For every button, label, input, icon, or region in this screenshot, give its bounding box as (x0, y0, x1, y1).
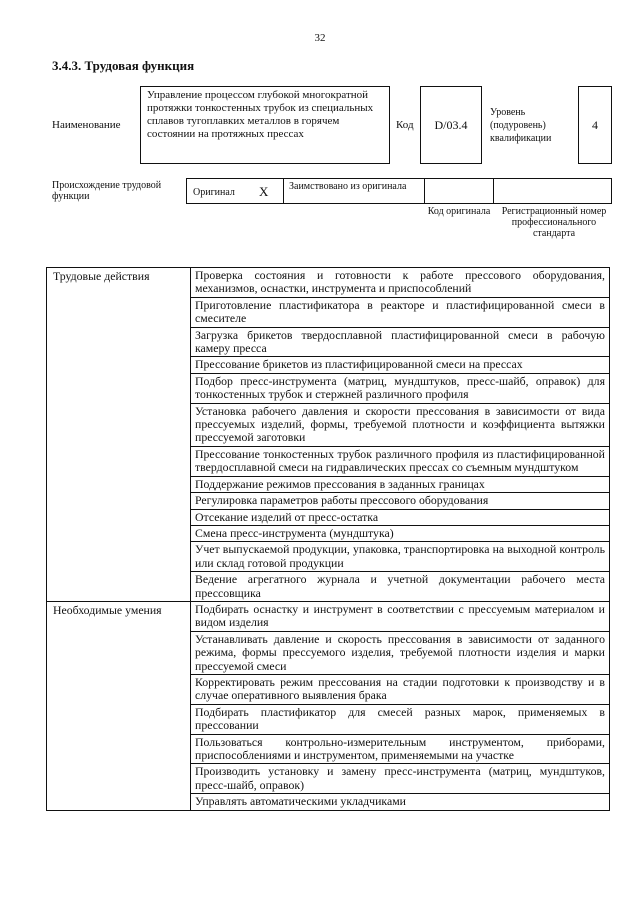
original-label: Оригинал (193, 187, 235, 198)
code-label: Код (396, 119, 414, 131)
borrowed-label: Заимствовано из оригинала (289, 181, 407, 192)
code-value: D/03.4 (434, 117, 468, 132)
table-cell: Управлять автоматическими укладчиками (191, 794, 610, 810)
table-cell: Прессование тонкостенных трубок различного профиля из пластифицированной твердосплавной смеси на гидравлических прессах со съемным мундштуком (191, 446, 610, 476)
table-cell: Регулировка параметров работы прессового оборудования (191, 493, 610, 509)
table-cell: Поддержание режимов прессования в заданных границах (191, 476, 610, 492)
reg-number-caption: Регистрационный номер профессионального стандарта (501, 206, 607, 239)
table-cell: Смена пресс-инструмента (мундштука) (191, 525, 610, 541)
code-original-cell (424, 178, 494, 204)
table-cell: Подбор пресс-инструмента (матриц, мундштуков, пресс-шайб, оправок) для тонкостенных трубок и стержней различного профиля (191, 373, 610, 403)
code-original-caption: Код оригинала (427, 206, 491, 217)
function-name-value: Управление процессом глубокой многократной протяжки тонкостенных трубок из специальных сплавов тугоплавких металлов в горячем состоянии на протяжных прессах (147, 89, 374, 140)
table-row (47, 268, 610, 298)
table-cell: Подбирать пластификатор для смесей разных марок, применяемых в прессовании (191, 704, 610, 734)
borrowed-cell (283, 178, 425, 204)
reg-number-cell (493, 178, 612, 204)
origin-row (186, 178, 612, 204)
function-name-box (140, 86, 390, 164)
level-label: Уровень (подуровень) квалификации (490, 107, 552, 144)
table-cell: Загрузка брикетов твердосплавной пластифицированной смеси в рабочую камеру пресса (191, 327, 610, 357)
table-cell: Подбирать оснастку и инструмент в соответствии с прессуемым материалом и видом изделия (191, 601, 610, 631)
original-mark: X (259, 184, 269, 199)
level-value: 4 (592, 117, 598, 132)
table-row (47, 601, 610, 631)
table-cell: Учет выпускаемой продукции, упаковка, транспортировка на выходной контроль или склад готовой продукции (191, 542, 610, 572)
name-label: Наименование (52, 119, 121, 131)
table-cell: Отсекание изделий от пресс-остатка (191, 509, 610, 525)
code-box (420, 86, 482, 164)
page-number: 32 (314, 32, 326, 44)
table-cell: Ведение агрегатного журнала и учетной документации рабочего места прессовщика (191, 572, 610, 602)
table-cell: Прессование брикетов из пластифицированной смеси на прессах (191, 357, 610, 373)
section-heading: Трудовые действия (47, 268, 191, 602)
table-cell: Установка рабочего давления и скорости прессования в зависимости от вида прессуемых изделий, формы, требуемой плотности и коэффициента вытяжки прессуемой заготовки (191, 403, 610, 446)
table-cell: Устанавливать давление и скорость прессования в зависимости от заданного режима, формы прессуемого изделия, требуемой плотности изделия и марки прессуемой смеси (191, 631, 610, 674)
table-cell: Корректировать режим прессования на стадии подготовки к производству и в случае оперативного выявления брака (191, 674, 610, 704)
original-cell (186, 178, 284, 204)
level-box (578, 86, 612, 164)
table-cell: Производить установку и замену пресс-инструмента (матриц, мундштуков, пресс-шайб, оправок) (191, 764, 610, 794)
section-heading: Необходимые умения (47, 601, 191, 810)
table-cell: Проверка состояния и готовности к работе прессового оборудования, механизмов, оснастки, инструмента и приспособлений (191, 268, 610, 298)
table-cell: Приготовление пластификатора в реакторе и пластифицированной смеси в смесителе (191, 297, 610, 327)
section-title: 3.4.3. Трудовая функция (52, 58, 195, 73)
table-cell: Пользоваться контрольно-измерительным инструментом, приборами, приспособлениями и инструментом, применяемыми на участке (191, 734, 610, 764)
labor-function-table (46, 267, 610, 811)
origin-label: Происхождение трудовой функции (52, 180, 162, 202)
